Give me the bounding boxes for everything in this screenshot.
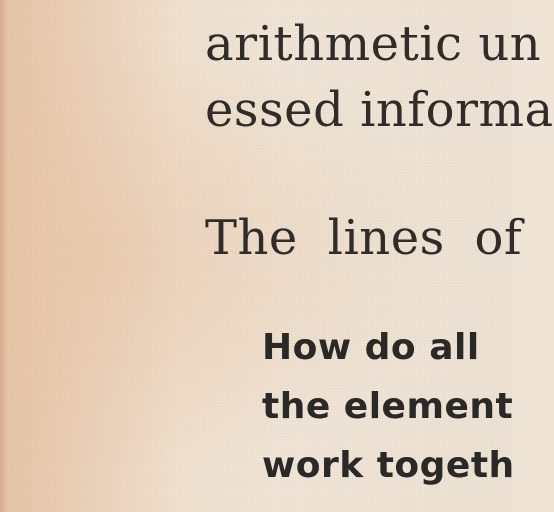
question-heading-line-2: the element	[262, 386, 514, 427]
question-heading-line-1: How do all	[262, 327, 480, 368]
body-text-line-1: arithmetic un	[205, 16, 542, 72]
body-text-line-2: essed informa	[205, 82, 554, 138]
question-heading-line-3: work togeth	[262, 445, 515, 486]
page-edge-shadow	[0, 0, 7, 512]
body-text-line-3: The lines of	[205, 210, 523, 266]
